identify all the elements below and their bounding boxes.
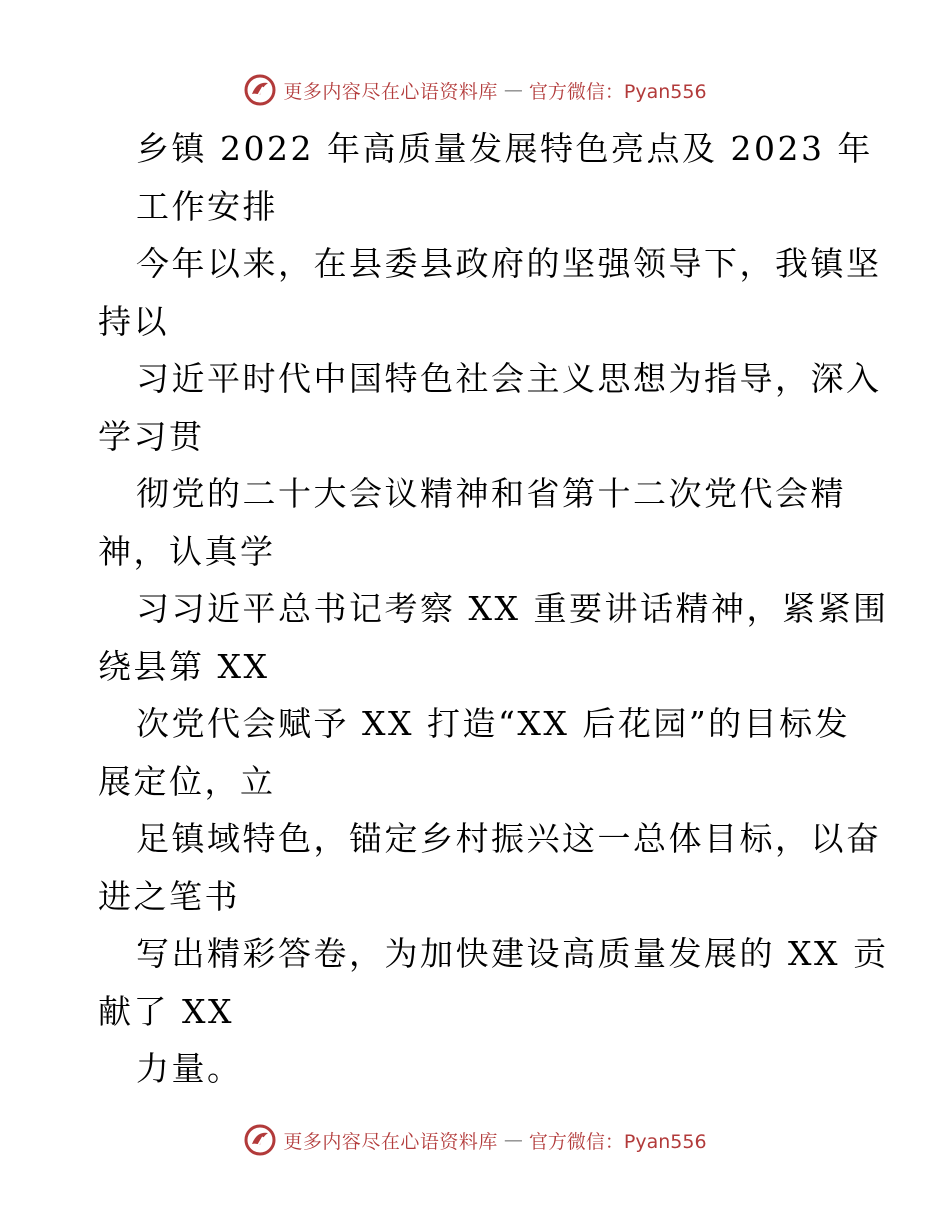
document-line: 绕县第 XX bbox=[98, 646, 270, 686]
document-line: 神，认真学 bbox=[98, 531, 276, 571]
document-line: 工作安排 bbox=[136, 186, 278, 226]
document-line: 展定位，立 bbox=[98, 761, 276, 801]
document-line: 写出精彩答卷，为加快建设高质量发展的 XX 贡 bbox=[136, 934, 889, 973]
document-line: 习习近平总书记考察 XX 重要讲话精神，紧紧围 bbox=[136, 589, 889, 628]
brand-logo-icon bbox=[243, 73, 277, 107]
watermark-brand-text: 更多内容尽在心语资料库 bbox=[283, 1130, 498, 1153]
document-line: 彻党的二十大会议精神和省第十二次党代会精 bbox=[136, 474, 846, 513]
document-line: 乡镇 2022 年高质量发展特色亮点及 2023 年 bbox=[136, 129, 873, 168]
watermark-header bbox=[0, 70, 950, 110]
watermark-separator: — bbox=[503, 1129, 523, 1151]
watermark-wechat-text: 官方微信：Pyan556 bbox=[528, 1130, 707, 1153]
document-body bbox=[98, 120, 889, 1098]
document-line: 今年以来，在县委县政府的坚强领导下，我镇坚 bbox=[136, 244, 882, 283]
document-line: 力量。 bbox=[136, 1049, 243, 1088]
document-line: 持以 bbox=[98, 301, 169, 341]
watermark-separator: — bbox=[503, 79, 523, 101]
watermark-footer bbox=[0, 1120, 950, 1160]
document-line: 学习贯 bbox=[98, 416, 205, 456]
document-line: 献了 XX bbox=[98, 991, 234, 1031]
brand-logo-icon bbox=[243, 1123, 277, 1157]
document-line: 足镇域特色，锚定乡村振兴这一总体目标，以奋 bbox=[136, 819, 882, 858]
watermark-brand-text: 更多内容尽在心语资料库 bbox=[283, 80, 498, 103]
document-line: 习近平时代中国特色社会主义思想为指导，深入 bbox=[136, 359, 882, 398]
document-line: 次党代会赋予 XX 打造“XX 后花园”的目标发 bbox=[136, 704, 851, 743]
watermark-wechat-text: 官方微信：Pyan556 bbox=[528, 80, 707, 103]
document-line: 进之笔书 bbox=[98, 876, 240, 916]
